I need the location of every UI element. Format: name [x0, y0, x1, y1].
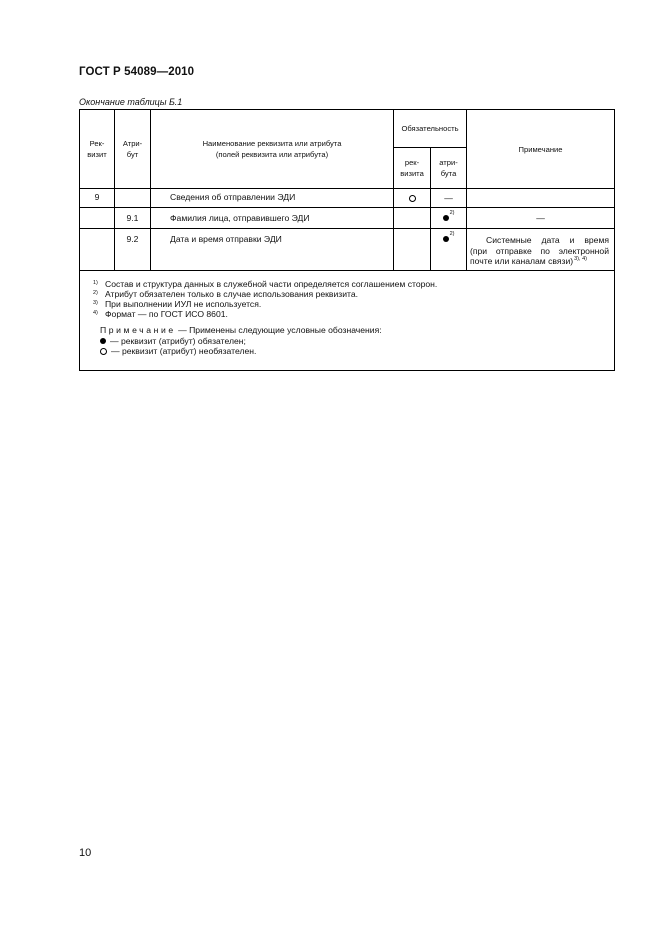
footnote-4	[93, 309, 608, 319]
document-title: ГОСТ Р 54089—2010	[79, 66, 195, 78]
col-header-name-line1: Наименование реквизита или атрибута	[202, 139, 342, 148]
cell-obl-atribut	[431, 229, 467, 271]
col-header-obl-rekvizit	[394, 148, 431, 189]
cell-rekvizit	[80, 208, 115, 229]
footnote-4-mark: 4)	[93, 310, 98, 317]
col-header-name	[151, 110, 394, 189]
footnote-ref: 2)	[449, 210, 455, 216]
legend-filled-text: — реквизит (атрибут) обязателен;	[110, 335, 246, 346]
footnote-2	[93, 289, 608, 299]
requisites-table	[79, 109, 615, 371]
footnote-3-mark: 3)	[93, 299, 98, 306]
cell-atribut: 9.2	[115, 229, 151, 271]
col-header-obl-atribut	[431, 148, 467, 189]
col-header-atribut-line2: бут	[126, 150, 139, 159]
col-header-obligation-label: Обязательность	[401, 124, 459, 133]
footnote-2-mark: 2)	[93, 289, 98, 296]
col-header-name-line2: (полей реквизита или атрибута)	[215, 150, 329, 159]
cell-name: Сведения об отправлении ЭДИ	[151, 189, 394, 208]
table-row	[80, 208, 615, 229]
col-header-rekvizit	[80, 110, 115, 189]
note-line-3-text: почте или каналам связи)	[470, 256, 574, 266]
legend-intro	[100, 325, 608, 335]
legend-label: Примечание	[100, 325, 176, 336]
col-header-atribut	[115, 110, 151, 189]
note-line-1: Системные дата и время	[486, 235, 610, 245]
page-number: 10	[79, 847, 92, 859]
footnote-3	[93, 299, 608, 309]
cell-note: —	[467, 208, 615, 229]
cell-note	[467, 189, 615, 208]
cell-note	[467, 229, 615, 271]
cell-obl-rekvizit	[394, 189, 431, 208]
footnote-ref: 2)	[449, 231, 455, 237]
table-row	[80, 229, 615, 271]
cell-rekvizit	[80, 229, 115, 271]
required-dot-icon	[443, 215, 449, 221]
footnotes-row	[80, 270, 615, 370]
table-row	[80, 189, 615, 208]
footnote-4-text: Формат — по ГОСТ ИСО 8601.	[105, 309, 228, 320]
footnote-1-mark: 1)	[93, 279, 98, 286]
table-header-row-1	[80, 110, 615, 148]
cell-rekvizit: 9	[80, 189, 115, 208]
cell-obl-rekvizit	[394, 229, 431, 271]
optional-circle-icon	[409, 195, 416, 202]
optional-circle-icon	[100, 348, 107, 355]
table-caption: Окончание таблицы Б.1	[79, 97, 183, 107]
col-header-atribut-line1: Атри-	[122, 139, 143, 148]
footnote-3-text: При выполнении ИУЛ не используется.	[105, 298, 262, 309]
note-line-3	[470, 256, 587, 266]
col-header-rekvizit-line1: Рек-	[89, 139, 105, 148]
cell-atribut	[115, 189, 151, 208]
cell-atribut: 9.1	[115, 208, 151, 229]
cell-obl-rekvizit	[394, 208, 431, 229]
legend-filled	[100, 336, 608, 346]
required-dot-icon	[443, 236, 449, 242]
footnote-1	[93, 279, 608, 289]
col-header-obligation	[394, 110, 467, 148]
footnote-1-text: Состав и структура данных в служебной части определяется соглашением сторон.	[105, 278, 438, 289]
footnote-ref: 3), 4)	[574, 256, 587, 262]
note-line-2: (при отправке по электронной	[470, 245, 610, 256]
cell-name: Фамилия лица, отправившего ЭДИ	[151, 208, 394, 229]
col-header-rekvizit-line2: визит	[87, 150, 107, 159]
required-dot-icon	[100, 338, 106, 344]
cell-name: Дата и время отправки ЭДИ	[151, 229, 394, 271]
legend-empty	[100, 346, 608, 356]
col-header-obl-rekvizit-line2: визита	[400, 169, 424, 178]
legend-intro-text: — Применены следующие условные обозначения:	[175, 325, 382, 336]
cell-obl-atribut: —	[431, 189, 467, 208]
col-header-note	[467, 110, 615, 189]
footnote-2-text: Атрибут обязателен только в случае использования реквизита.	[105, 288, 359, 299]
col-header-obl-rekvizit-line1: рек-	[404, 158, 420, 167]
legend-empty-text: — реквизит (атрибут) необязателен.	[111, 345, 257, 356]
cell-obl-atribut	[431, 208, 467, 229]
col-header-obl-atribut-line1: атри-	[439, 158, 458, 167]
col-header-note-label: Примечание	[518, 144, 563, 154]
col-header-obl-atribut-line2: бута	[440, 169, 457, 178]
footnotes-cell	[80, 270, 615, 370]
